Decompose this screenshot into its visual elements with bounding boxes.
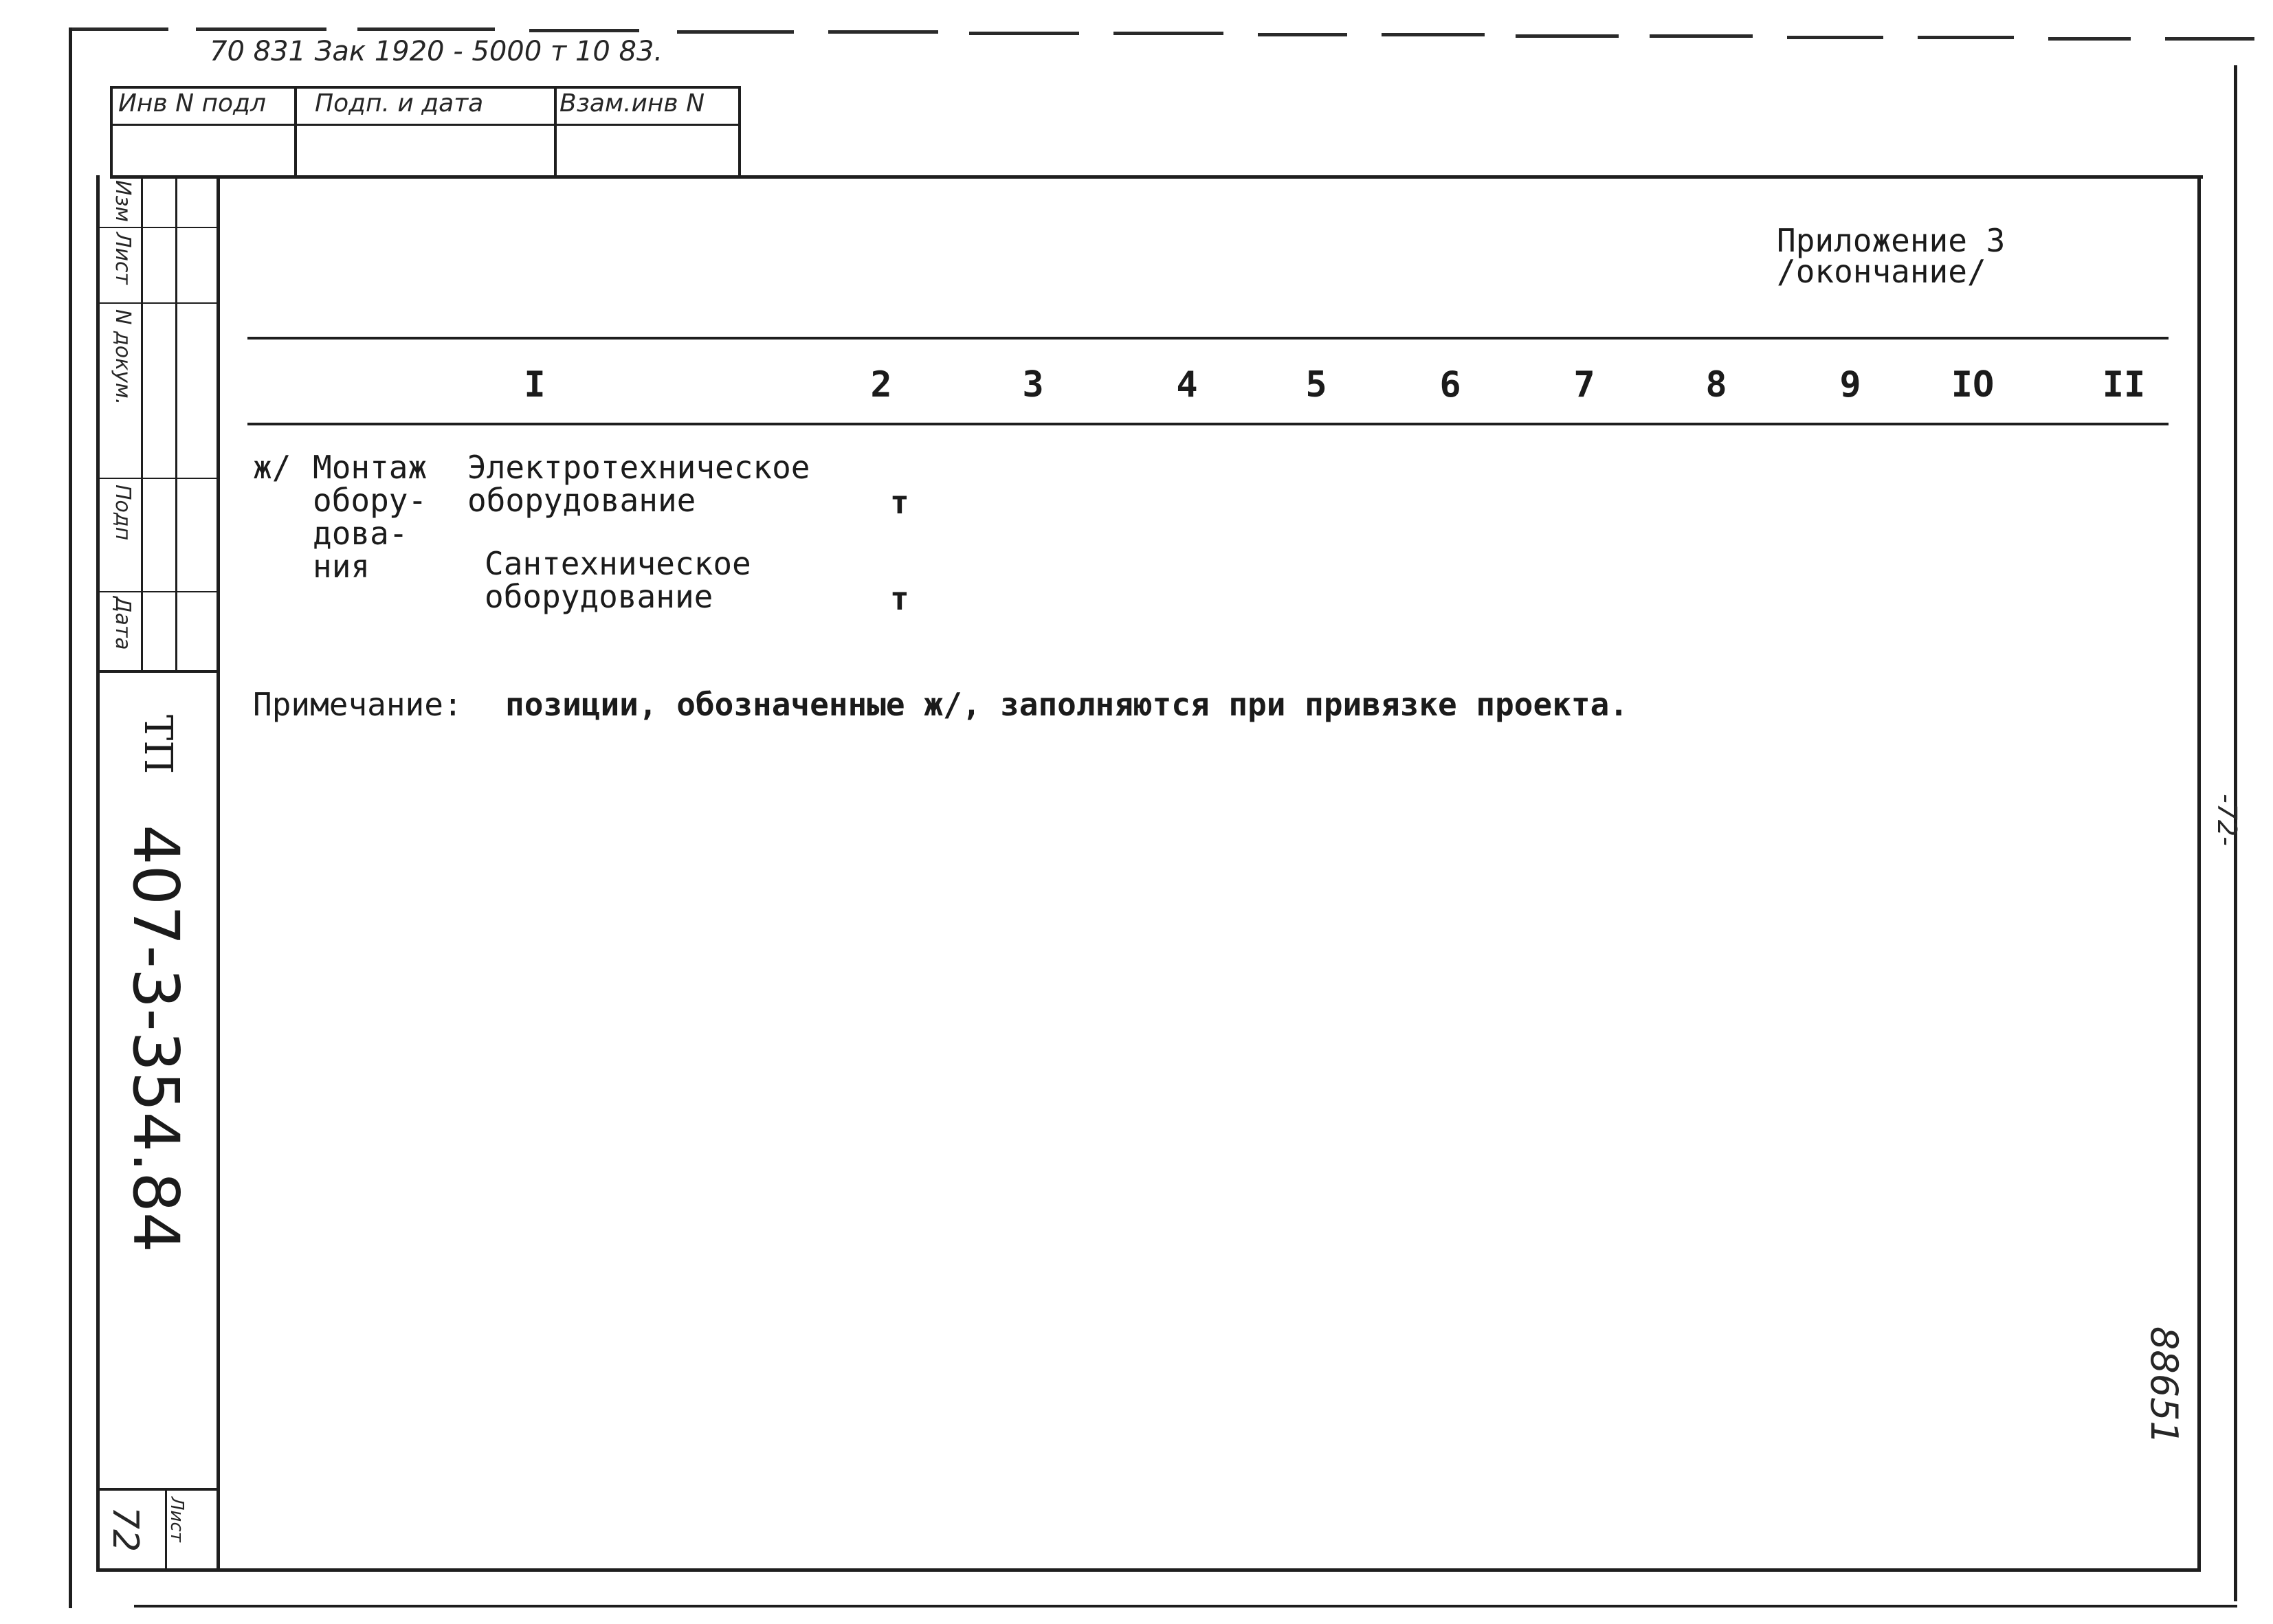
archive-note: 70 831 Зак 1920 - 5000 т 10 83. — [210, 36, 663, 67]
designation-code: 407-3-354.84 — [119, 825, 192, 1253]
main-frame-left — [96, 175, 100, 1572]
left-border — [69, 27, 72, 1608]
work-type-line: ния — [313, 548, 370, 585]
main-frame-right — [2197, 175, 2201, 1572]
column-number: 2 — [870, 364, 892, 405]
stamp-header-sign: Подп. и дата — [315, 89, 484, 118]
main-frame-bottom — [96, 1568, 2199, 1572]
column-number: I — [524, 364, 546, 405]
table-top-rule — [247, 337, 2169, 340]
column-number: 5 — [1305, 364, 1327, 405]
appendix-subtitle: /окончание/ — [1777, 253, 1986, 290]
archive-number: 88651 — [2142, 1326, 2186, 1445]
column-number: 4 — [1176, 364, 1198, 405]
side-label-izm: Изм — [111, 180, 135, 223]
note-text: позиции, обозначенные ж/, заполняются при привязке проекта. — [505, 686, 1628, 723]
work-type-line: дова- — [313, 515, 408, 552]
side-label-sign: Подп — [111, 485, 135, 541]
item-plumbing: Сантехническое — [485, 545, 751, 582]
column-number: 8 — [1705, 364, 1727, 405]
bottom-border — [134, 1605, 2237, 1608]
side-label-doc: N докум. — [111, 309, 135, 405]
item-electrical-line2: оборудование — [467, 482, 696, 519]
column-number: 7 — [1573, 364, 1595, 405]
item-plumbing-line2: оборудование — [485, 578, 713, 615]
work-type-line: обору- — [313, 482, 428, 519]
stamp-header-replace: Взам.инв N — [559, 89, 705, 118]
column-number: IO — [1951, 364, 1995, 405]
sheet-label: Лист — [166, 1497, 187, 1542]
column-number: 3 — [1022, 364, 1044, 405]
column-number: 6 — [1439, 364, 1461, 405]
main-frame-top — [110, 175, 2203, 179]
column-number: II — [2102, 364, 2146, 405]
item-electrical: Электротехническое — [467, 449, 810, 486]
table-header-rule — [247, 423, 2169, 425]
note-label: Примечание: — [253, 686, 463, 723]
side-label-date: Дата — [111, 597, 135, 650]
unit-electrical: т — [890, 484, 909, 521]
unit-plumbing: т — [890, 580, 909, 617]
work-type-line: Монтаж — [313, 449, 428, 486]
page-number: 72 — [104, 1506, 146, 1553]
side-page-number: -72- — [2212, 794, 2242, 846]
stamp-header-inv: Инв N подл — [118, 89, 266, 118]
column-number: 9 — [1839, 364, 1861, 405]
footnote-mark: ж/ — [253, 449, 291, 486]
designation-prefix: ТП — [135, 715, 180, 775]
side-label-list: Лист — [111, 232, 135, 285]
appendix-title: Приложение 3 — [1777, 222, 2006, 259]
